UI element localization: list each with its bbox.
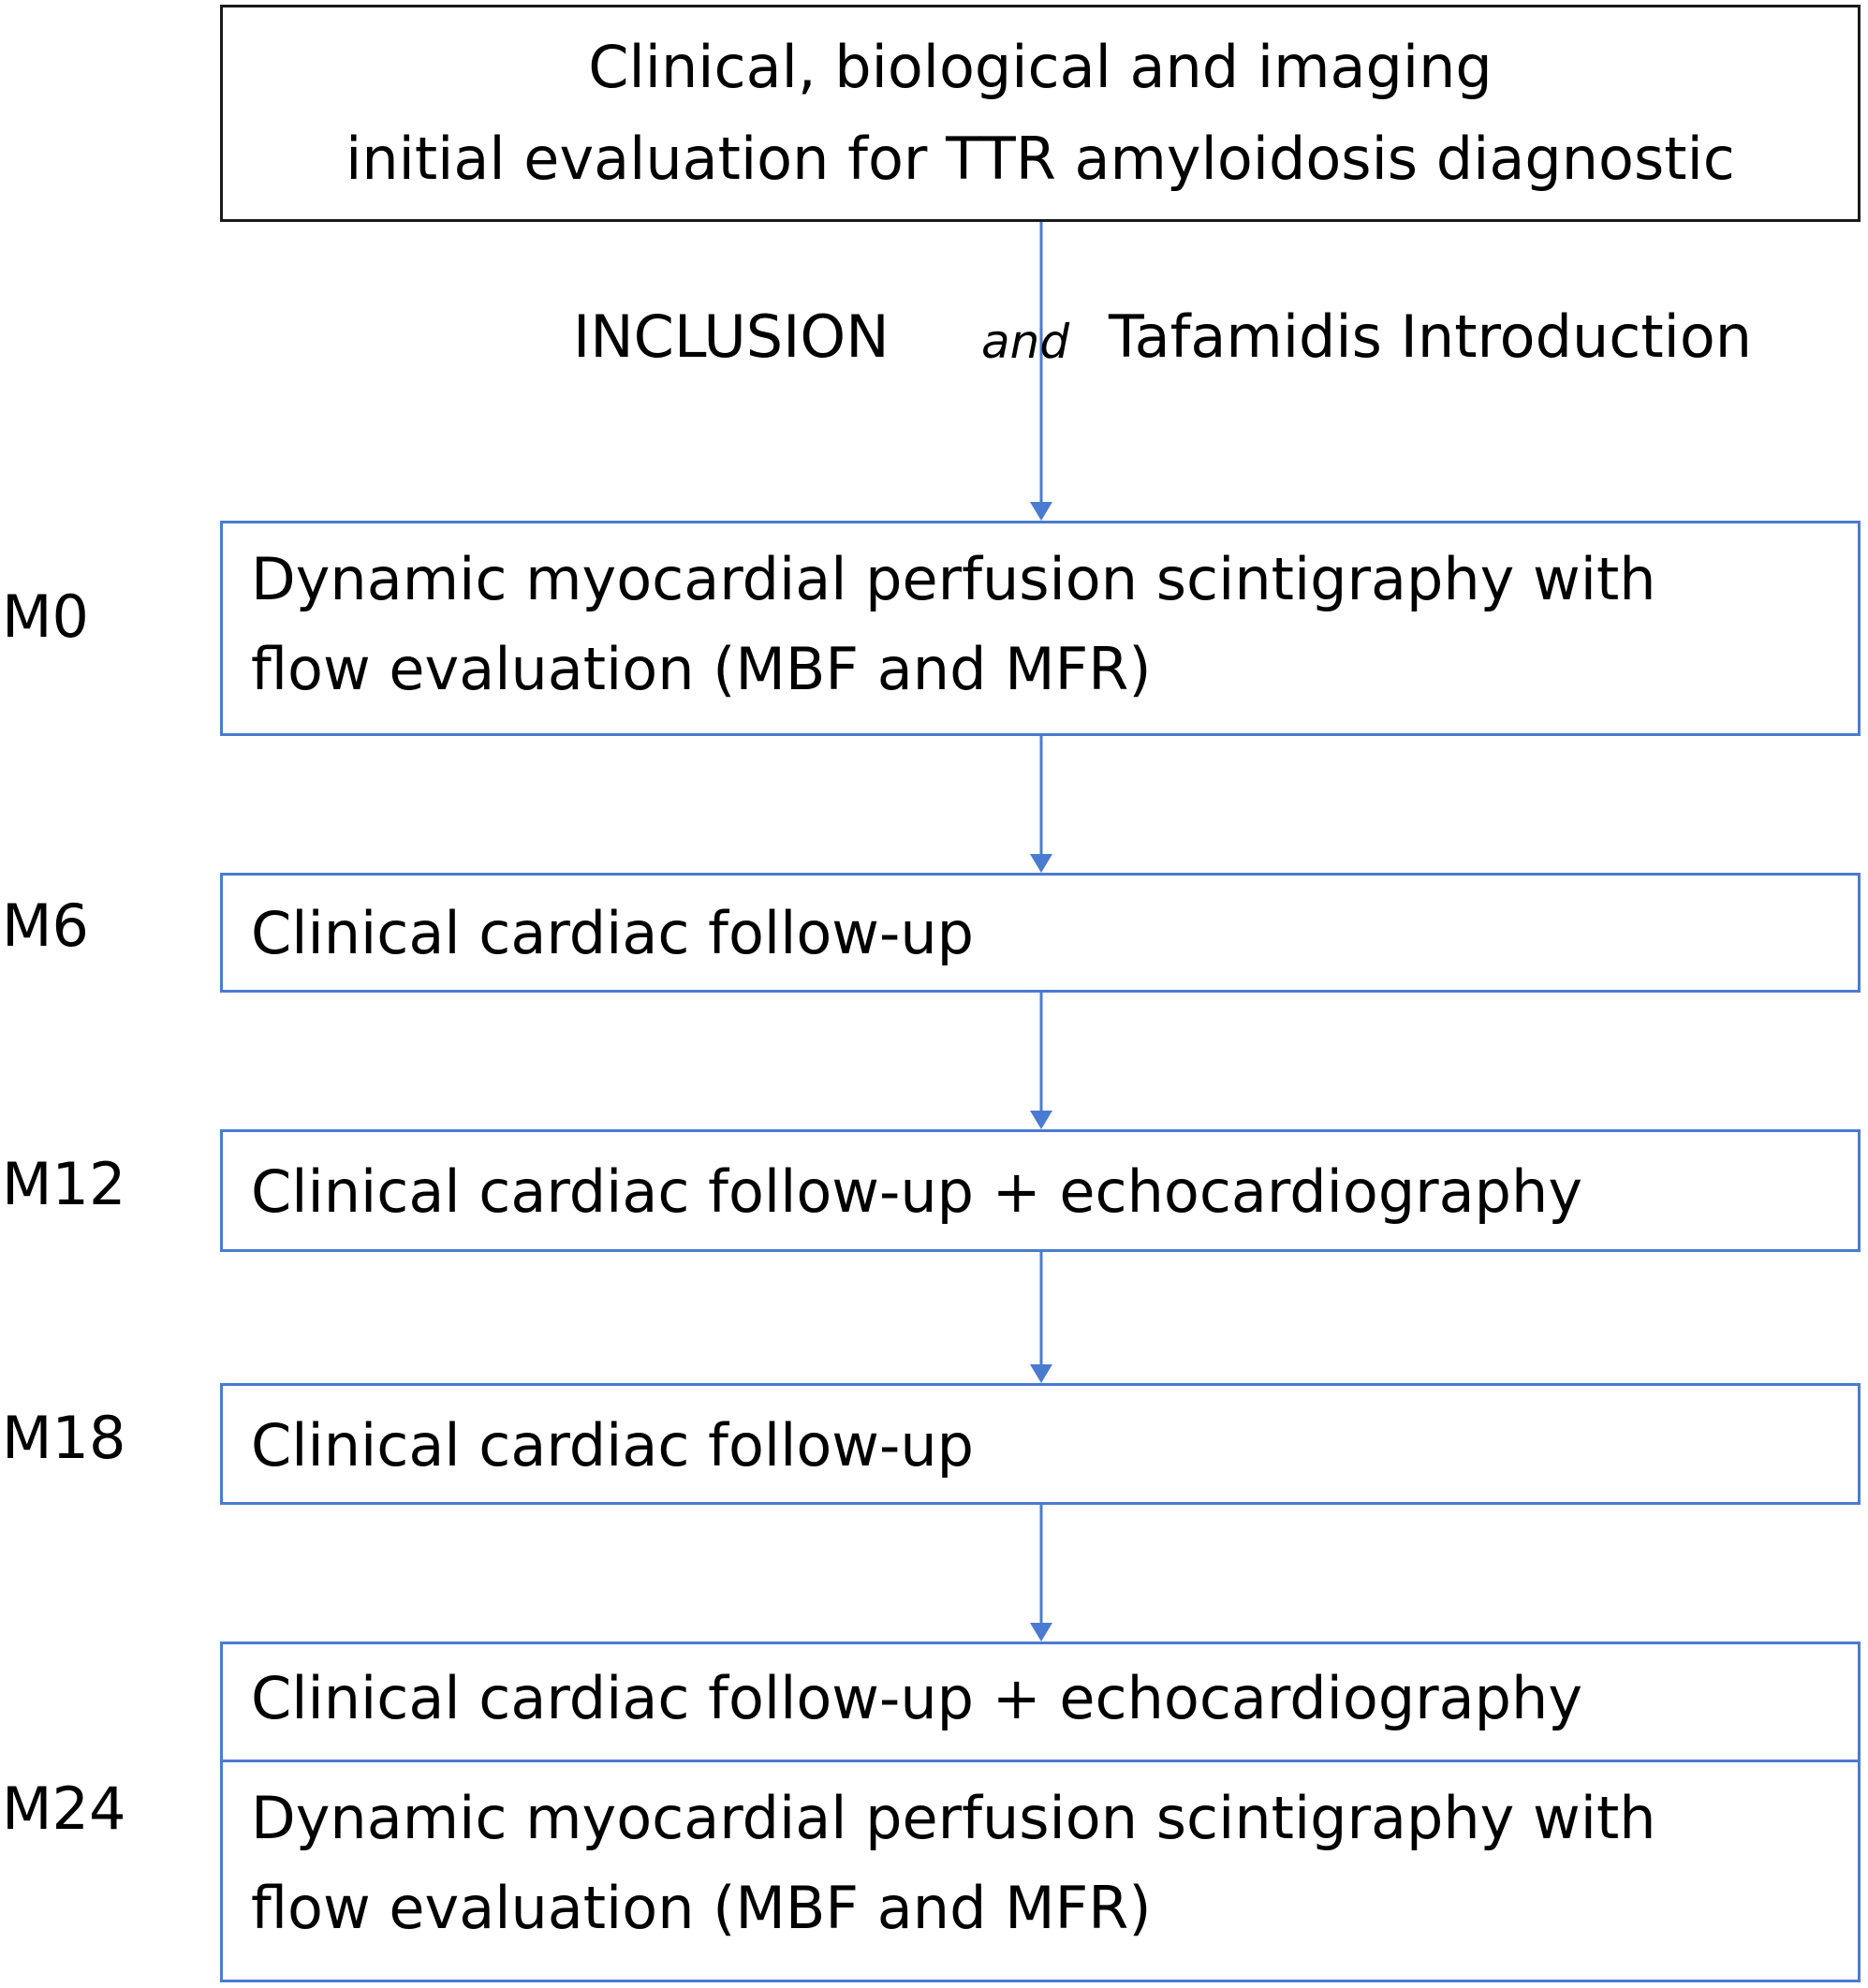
m18-stage-line-1: Clinical cardiac follow-up <box>251 1411 975 1480</box>
m24-top-line-1: Clinical cardiac follow-up + echocardiography <box>251 1664 1583 1732</box>
m12-stage-line-1: Clinical cardiac follow-up + echocardiography <box>251 1157 1583 1226</box>
arrowhead-m18 <box>1030 1364 1052 1383</box>
tafamidis-introduction-label: Tafamidis Introduction <box>1109 302 1753 371</box>
month-label-m0: M0 <box>2 582 89 651</box>
month-label-m24: M24 <box>2 1774 126 1843</box>
m0-stage-box <box>220 521 1861 736</box>
inclusion-label: INCLUSION <box>573 302 890 371</box>
m24-divider <box>223 1760 1858 1762</box>
and-label: and <box>981 315 1070 369</box>
m6-stage-line-1: Clinical cardiac follow-up <box>251 899 975 967</box>
month-label-m18: M18 <box>2 1404 126 1472</box>
arrowhead-m6 <box>1030 854 1052 873</box>
arrowhead-m0 <box>1030 502 1052 521</box>
m0-stage-line-2: flow evaluation (MBF and MFR) <box>251 635 1152 703</box>
initial-evaluation-box <box>220 5 1861 222</box>
initial-evaluation-line-1: Clinical, biological and imaging <box>588 33 1493 101</box>
month-label-m6: M6 <box>2 891 89 960</box>
m6-stage-box <box>220 873 1861 993</box>
m24-top-section <box>223 1644 1858 1760</box>
m12-stage-box <box>220 1129 1861 1252</box>
arrowhead-m12 <box>1030 1111 1052 1129</box>
m18-stage-box <box>220 1383 1861 1505</box>
m0-stage-line-1: Dynamic myocardial perfusion scintigraphy with <box>251 545 1656 613</box>
month-label-m12: M12 <box>2 1150 126 1218</box>
m24-bottom-line-2: flow evaluation (MBF and MFR) <box>251 1874 1152 1942</box>
arrowhead-m24 <box>1030 1623 1052 1642</box>
m24-bottom-section <box>223 1774 1858 1953</box>
m24-bottom-line-1: Dynamic myocardial perfusion scintigraphy with <box>251 1784 1656 1852</box>
initial-evaluation-line-2: initial evaluation for TTR amyloidosis diagnostic <box>346 125 1735 193</box>
m24-stage-box <box>220 1642 1861 1982</box>
